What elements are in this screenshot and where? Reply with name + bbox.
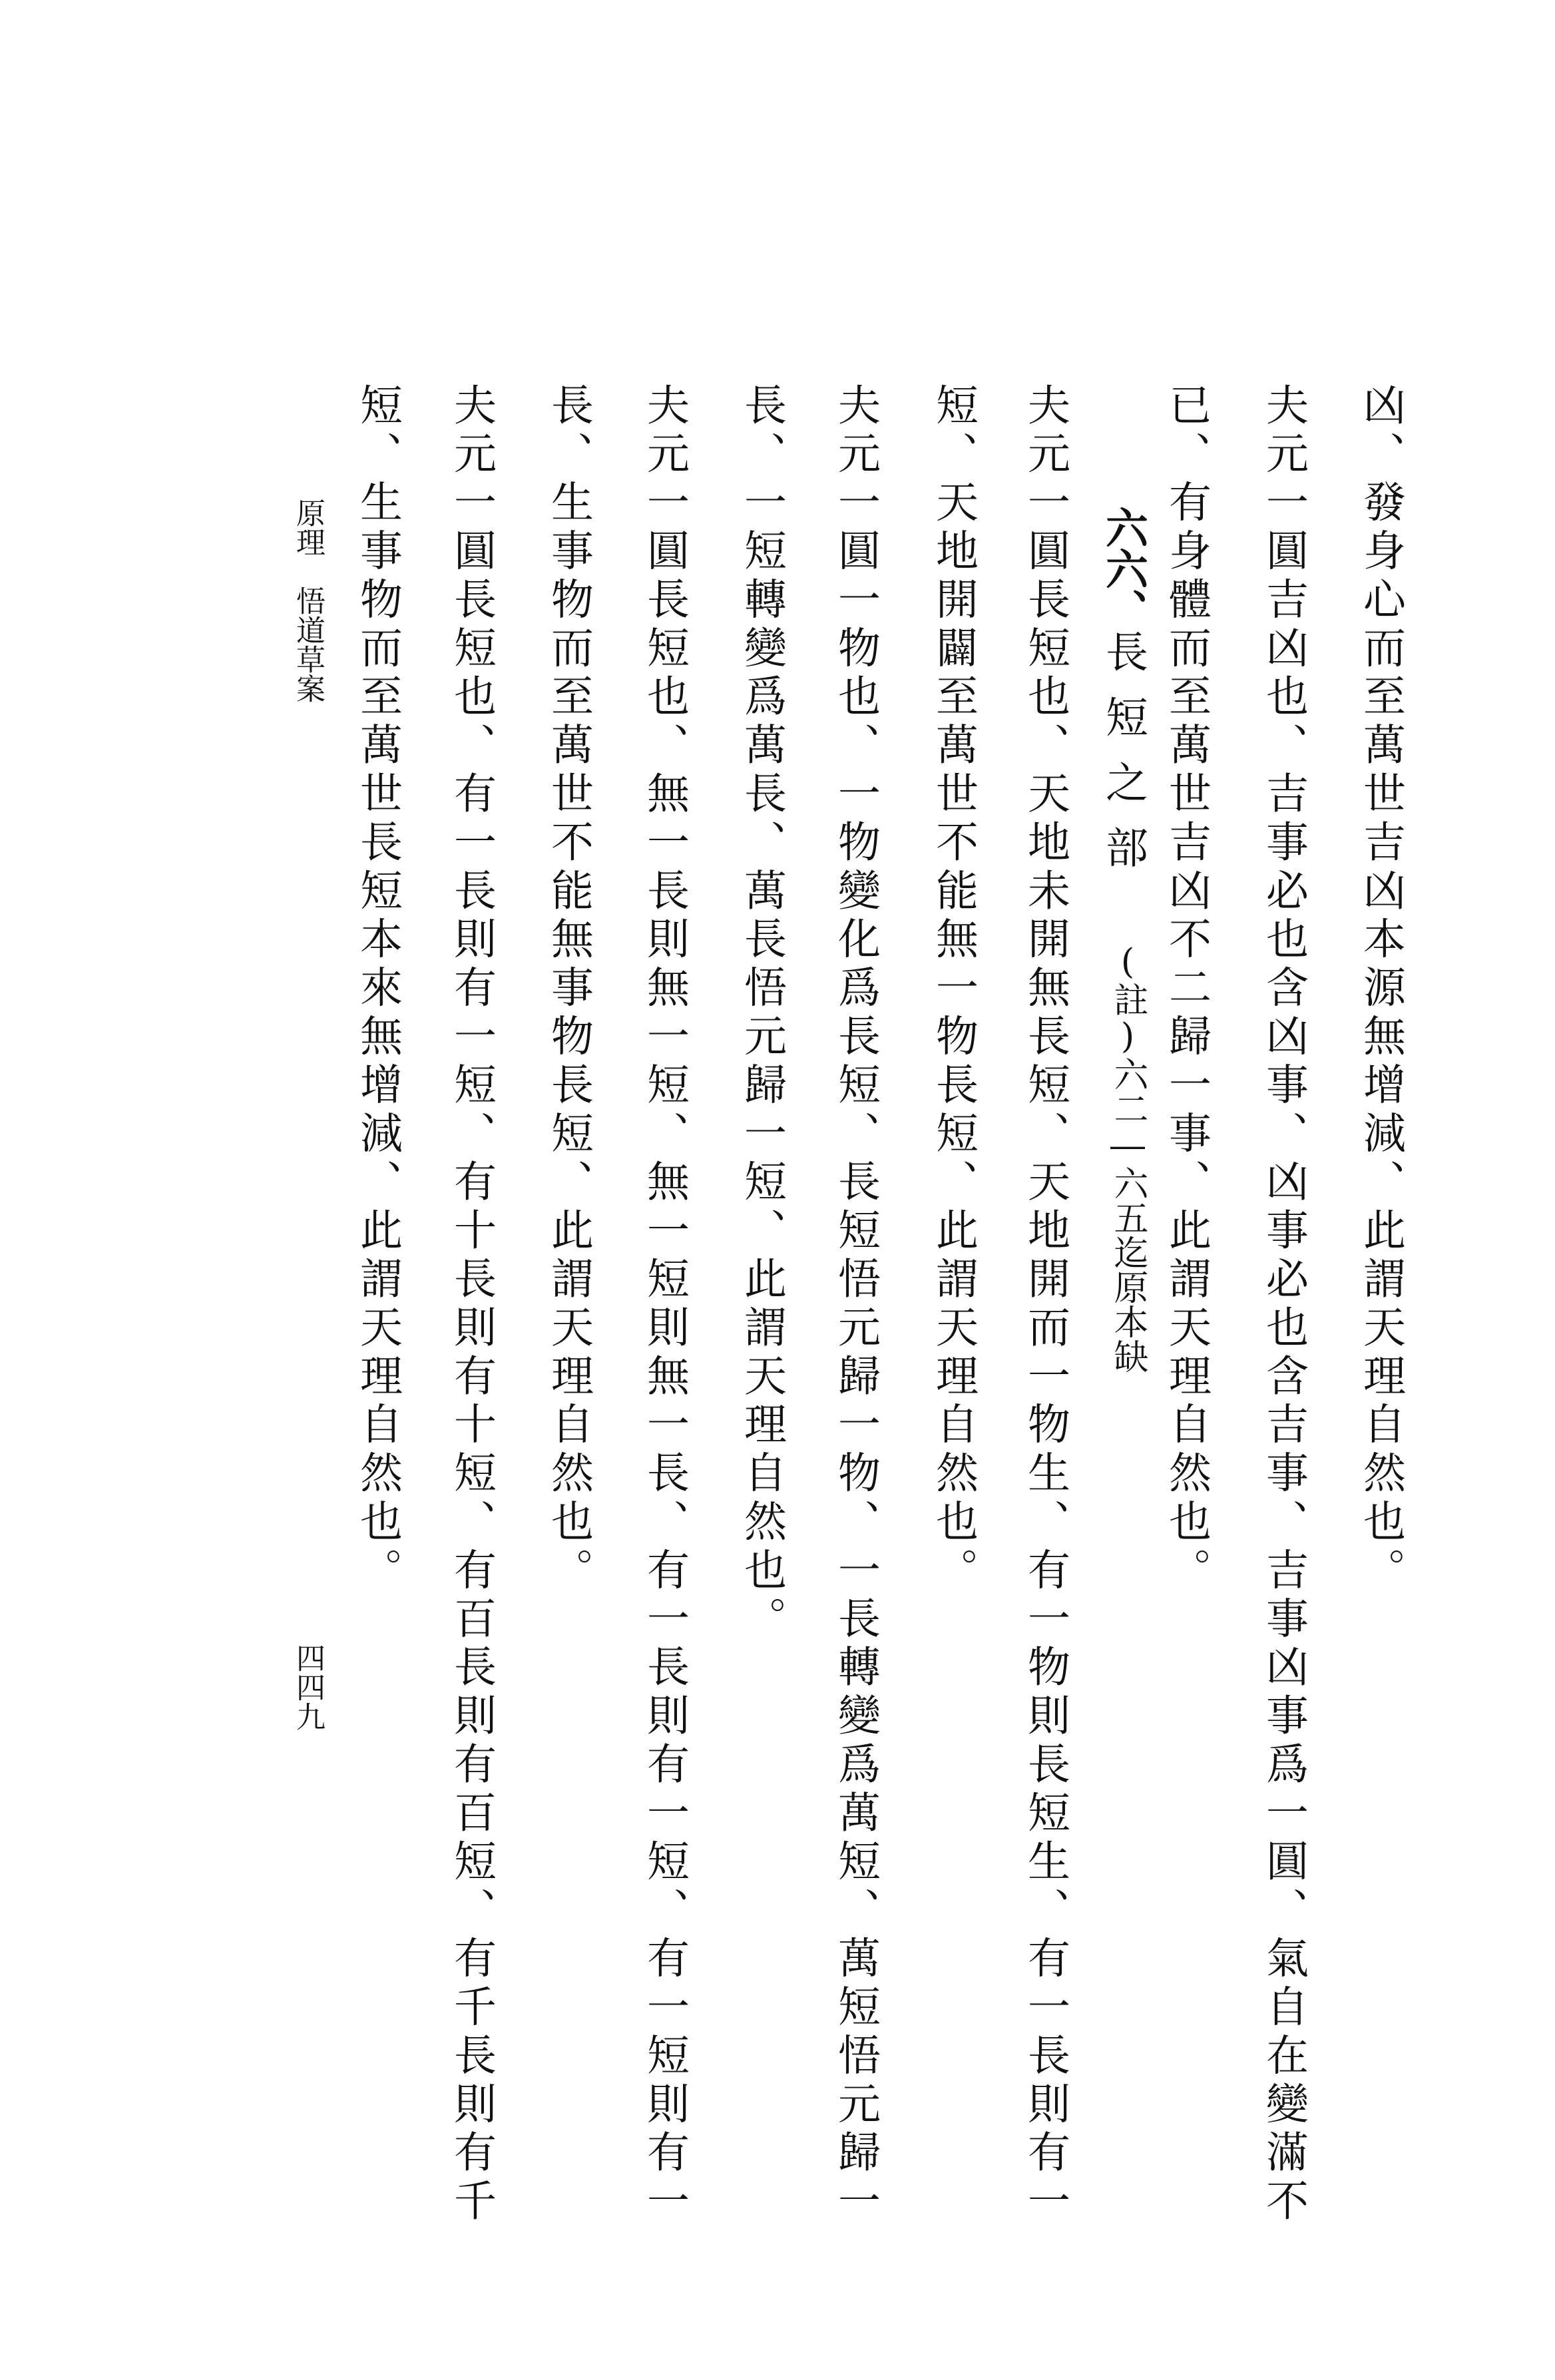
section-note: (註)六二―六五迄原本缺: [1108, 942, 1148, 1373]
section-number: 六六、: [1098, 506, 1148, 630]
text-column-9: 長、生事物而至萬世不能無事物長短、此謂天理自然也。: [544, 383, 593, 1596]
text-column-5: 短、天地開闢至萬世不能無一物長短、此謂天理自然也。: [929, 383, 978, 1596]
text-column-6: 夫元一圓一物也、一物變化爲長短、長短悟元歸一物、一長轉變爲萬短、萬短悟元歸一: [831, 383, 880, 2228]
text-column-8: 夫元一圓長短也、無一長則無一短、無一短則無一長、有一長則有一短、有一短則有一: [640, 383, 689, 2228]
text-column-2: 夫元一圓吉凶也、吉事必也含凶事、凶事必也含吉事、吉事凶事爲一圓、氣自在變滿不: [1259, 383, 1308, 2228]
text-column-1: 凶、發身心而至萬世吉凶本源無增減、此謂天理自然也。: [1356, 383, 1405, 1596]
text-column-7: 長、一短轉變爲萬長、萬長悟元歸一短、此謂天理自然也。: [737, 383, 786, 1645]
text-column-11: 短、生事物而至萬世長短本來無增減、此謂天理自然也。: [353, 383, 402, 1596]
text-column-10: 夫元一圓長短也、有一長則有一短、有十長則有十短、有百長則有百短、有千長則有千: [447, 383, 496, 2228]
text-column-3: 已、有身體而至萬世吉凶不二歸一事、此謂天理自然也。: [1162, 383, 1211, 1596]
text-column-4: 夫元一圓長短也、天地未開無長短、天地開而一物生、有一物則長短生、有一長則有一: [1020, 383, 1070, 2228]
section-heading: [1098, 506, 1148, 891]
section-title: 長短之部: [1098, 630, 1148, 891]
running-title: 原理 悟道草案: [291, 498, 325, 703]
page-number: 四四九: [291, 1643, 325, 1731]
